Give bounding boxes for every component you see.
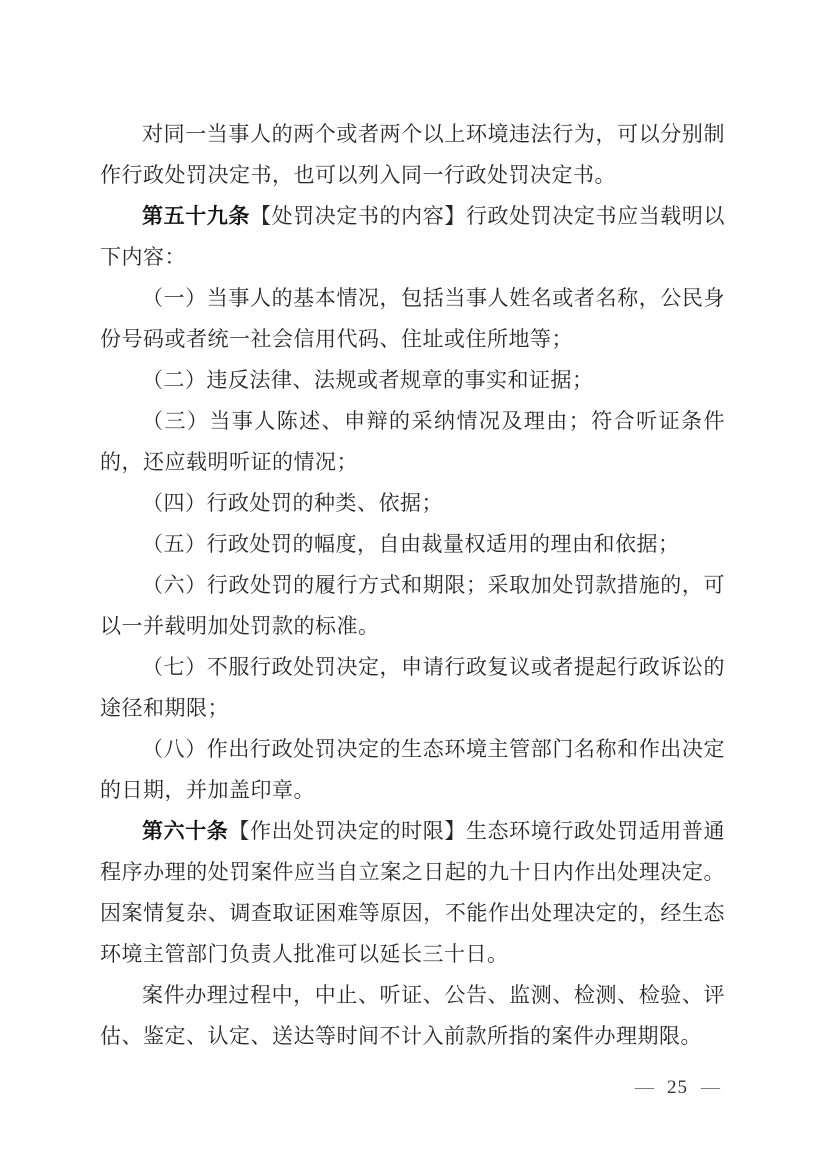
paragraph-text: 【处罚决定书的内容】行政处罚决定书应当载明以下内容： (100, 204, 726, 269)
paragraph (100, 114, 725, 196)
paragraph (100, 196, 725, 278)
paragraph (100, 811, 725, 975)
paragraph (100, 401, 725, 483)
paragraph-text: （六）行政处罚的履行方式和期限；采取加处罚款措施的，可以一并载明加处罚款的标准。 (100, 573, 725, 638)
article-number: 第六十条 (142, 819, 229, 843)
paragraph-text: （八）作出行政处罚决定的生态环境主管部门名称和作出决定的日期，并加盖印章。 (100, 737, 725, 802)
paragraph-text: 对同一当事人的两个或者两个以上环境违法行为，可以分别制作行政处罚决定书，也可以列入同一行政处罚决定书。 (100, 122, 725, 187)
footer-dash-left: — (635, 1077, 654, 1098)
paragraph (100, 360, 725, 401)
paragraph (100, 483, 725, 524)
paragraph (100, 278, 725, 360)
paragraph-text: （一）当事人的基本情况，包括当事人姓名或者名称，公民身份号码或者统一社会信用代码、住址或住所地等； (100, 286, 725, 351)
paragraph-text: 【作出处罚决定的时限】生态环境行政处罚适用普通程序办理的处罚案件应当自立案之日起的九十日内作出处理决定。因案情复杂、调查取证困难等原因，不能作出处理决定的，经生态环境主管部门负责人批准可以延长三十日。 (100, 819, 726, 966)
paragraph (100, 647, 725, 729)
page-footer (635, 1077, 720, 1099)
paragraph-text: （四）行政处罚的种类、依据； (142, 491, 443, 515)
page-number: 25 (667, 1077, 688, 1098)
paragraph-text: （五）行政处罚的幅度，自由裁量权适用的理由和依据； (142, 532, 680, 556)
article-number: 第五十九条 (142, 204, 250, 228)
footer-dash-right: — (701, 1077, 720, 1098)
paragraph-text: （二）违反法律、法规或者规章的事实和证据； (142, 368, 594, 392)
paragraph (100, 729, 725, 811)
document-body (100, 114, 725, 1057)
paragraph (100, 565, 725, 647)
paragraph-text: （三）当事人陈述、申辩的采纳情况及理由；符合听证条件的，还应载明听证的情况； (100, 409, 725, 474)
paragraph-text: 案件办理过程中，中止、听证、公告、监测、检测、检验、评估、鉴定、认定、送达等时间不计入前款所指的案件办理期限。 (100, 983, 725, 1048)
paragraph (100, 524, 725, 565)
paragraph-text: （七）不服行政处罚决定，申请行政复议或者提起行政诉讼的途径和期限； (100, 655, 725, 720)
paragraph (100, 975, 725, 1057)
